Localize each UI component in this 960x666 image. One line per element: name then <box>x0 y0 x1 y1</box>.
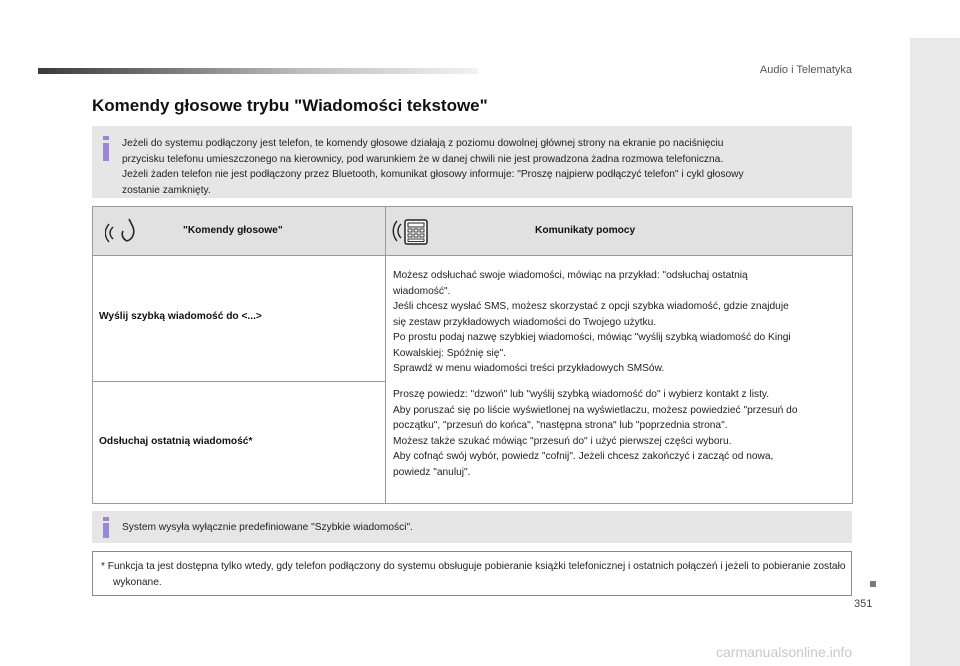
info-icon <box>102 136 110 162</box>
help-text-block-1 <box>393 268 843 377</box>
info-line: Jeżeli żaden telefon nie jest podłączony przez Bluetooth, komunikat głosowy informuje: "Proszę najpierw podłączyć telefon" i cykl głosowy <box>122 169 744 180</box>
page-marker <box>870 581 876 587</box>
info-line: przycisku telefonu umieszczonego na kierownicy, pod warunkiem że w danej chwili nie jest prowadzona żadna rozmowa telefoniczna. <box>122 153 724 165</box>
info-box-bottom <box>92 511 852 543</box>
page-number: 351 <box>854 598 873 610</box>
help-line: Kowalskiej: Spóźnię się". <box>393 347 506 359</box>
help-line: się zestaw przykładowych wiadomości do Twojego użytku. <box>393 316 657 328</box>
page-edge-strip <box>910 38 960 666</box>
page-title: Komendy głosowe trybu "Wiadomości tekstowe" <box>92 96 488 115</box>
help-line: powiedz "anuluj". <box>393 466 471 478</box>
command-listen-last-message: Odsłuchaj ostatnią wiadomość* <box>99 436 253 447</box>
info-box-top <box>92 126 852 198</box>
header-decorative-bar <box>38 68 478 74</box>
voice-command-icon <box>105 217 139 245</box>
column-divider <box>385 207 386 503</box>
table-header-row <box>93 207 852 256</box>
help-line: Aby poruszać się po liście wyświetlonej na wyświetlaczu, możesz powiedzieć "przesuń do <box>393 404 798 416</box>
info-line: Jeżeli do systemu podłączony jest telefon, te komendy głosowe działają z poziomu dowolnej głównej strony na ekranie po naciśnięciu <box>122 138 724 149</box>
help-line: Sprawdź w menu wiadomości treści przykładowych SMSów. <box>393 363 665 374</box>
info-icon <box>102 517 110 539</box>
info-bottom-text: System wysyła wyłącznie predefiniowane "Szybkie wiadomości". <box>122 522 413 533</box>
help-messages-icon <box>391 215 431 247</box>
footnote-box <box>92 551 852 596</box>
row-divider <box>93 381 385 382</box>
help-text-block-2 <box>393 387 843 480</box>
help-line: Aby cofnąć swój wybór, powiedz "cofnij". Jeżeli chcesz zakończyć i zacząć od nowa, <box>393 451 774 462</box>
command-send-quick-message: Wyślij szybką wiadomość do <...> <box>99 311 262 322</box>
section-label: Audio i Telematyka <box>759 64 852 76</box>
voice-commands-table <box>92 206 853 504</box>
help-line: wiadomość". <box>393 285 451 297</box>
help-line: Proszę powiedz: "dzwoń" lub "wyślij szybką wiadomość do" i wybierz kontakt z listy. <box>393 389 770 400</box>
watermark: carmanualsonline.info <box>716 644 853 660</box>
header-voice-commands: "Komendy głosowe" <box>183 225 283 236</box>
footnote-text: * Funkcja ta jest dostępna tylko wtedy, gdy telefon podłączony do systemu obsługuje pobieranie książki telefonicznej i ostatnich połączeń i jeżeli to pobieranie zostało wykonane. <box>101 561 846 588</box>
header-help-messages: Komunikaty pomocy <box>535 225 636 236</box>
help-line: Jeśli chcesz wysłać SMS, możesz skorzystać z opcji szybka wiadomość, gdzie znajduje <box>393 301 789 312</box>
help-line: Możesz odsłuchać swoje wiadomości, mówiąc na przykład: "odsłuchaj ostatnią <box>393 270 748 281</box>
help-line: początku", "przesuń do końca", "następna strona" lub "poprzednia strona". <box>393 420 728 431</box>
help-line: Możesz także szukać mówiąc "przesuń do" i użyć pierwszej części wyboru. <box>393 435 732 447</box>
info-line: zostanie zamknięty. <box>122 184 211 196</box>
help-line: Po prostu podaj nazwę szybkiej wiadomości, mówiąc "wyślij szybką wiadomość do Kingi <box>393 332 791 343</box>
